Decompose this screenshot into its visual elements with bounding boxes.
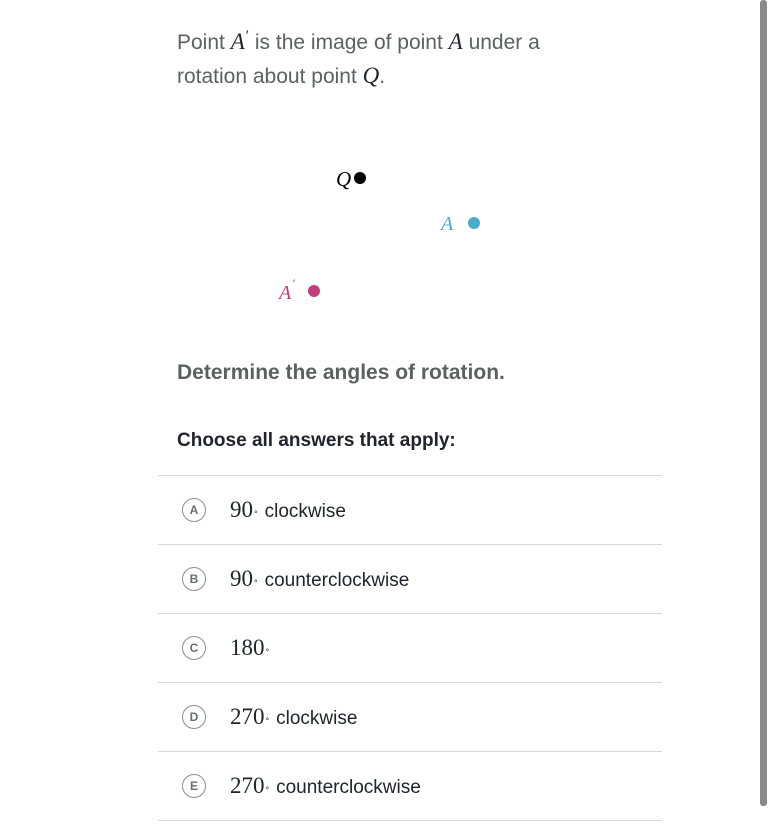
- rotation-figure: [177, 140, 597, 330]
- choice-c-letter: C: [182, 636, 206, 660]
- choice-d[interactable]: [158, 683, 662, 752]
- rotation-figure-svg: [177, 140, 597, 330]
- choice-a-direction: clockwise: [264, 501, 346, 522]
- choice-b-direction: counterclockwise: [264, 570, 410, 591]
- question-prompt: Determine the angles of rotation.: [177, 361, 505, 384]
- point-a-prime-mark: ′: [292, 276, 295, 291]
- choice-c-content: [230, 635, 276, 661]
- choose-instruction: Choose all answers that apply:: [177, 430, 456, 451]
- choice-a-angle: 90: [230, 497, 253, 522]
- choice-d-letter: D: [182, 705, 206, 729]
- point-a-prime-symbol: A: [230, 29, 245, 54]
- choice-e[interactable]: [158, 752, 662, 821]
- point-a-prime-label: A: [279, 282, 292, 304]
- choice-b-degree: °: [254, 578, 258, 588]
- choice-b[interactable]: [158, 545, 662, 614]
- choice-b-content: [230, 566, 409, 592]
- choice-e-direction: counterclockwise: [276, 777, 421, 798]
- choice-b-angle: 90: [230, 566, 253, 591]
- choice-e-degree: °: [265, 785, 270, 795]
- problem-text-3: under a rotation about point: [177, 31, 540, 88]
- choice-c-degree: °: [265, 647, 270, 657]
- point-q-symbol: Q: [362, 63, 380, 88]
- prime-mark: ′: [245, 28, 250, 44]
- point-a-dot: [468, 217, 480, 229]
- choice-d-direction: clockwise: [276, 708, 358, 729]
- choice-a-letter: A: [182, 498, 206, 522]
- choice-a-degree: °: [254, 509, 258, 519]
- choice-c-angle: 180: [230, 635, 265, 660]
- center-q-point: [354, 172, 366, 184]
- center-q-label: Q: [336, 167, 352, 191]
- point-a-symbol: A: [448, 29, 463, 54]
- choice-d-degree: °: [265, 716, 270, 726]
- choice-e-letter: E: [182, 774, 206, 798]
- choice-a-content: [230, 497, 346, 523]
- point-a-prime-dot: [308, 285, 320, 297]
- point-a-label: A: [441, 213, 454, 235]
- choice-c[interactable]: [158, 614, 662, 683]
- problem-text-4: .: [379, 65, 386, 88]
- choice-b-letter: B: [182, 567, 206, 591]
- scrollbar[interactable]: [760, 0, 767, 806]
- answer-choices: [158, 475, 662, 821]
- choice-a[interactable]: [158, 476, 662, 545]
- choice-e-angle: 270: [230, 773, 265, 798]
- choice-d-content: [230, 704, 357, 730]
- problem-text-2: is the image of point: [249, 31, 449, 54]
- choice-e-content: [230, 773, 421, 799]
- problem-text-1: Point: [177, 31, 231, 54]
- choice-d-angle: 270: [230, 704, 265, 729]
- problem-statement: [177, 20, 597, 93]
